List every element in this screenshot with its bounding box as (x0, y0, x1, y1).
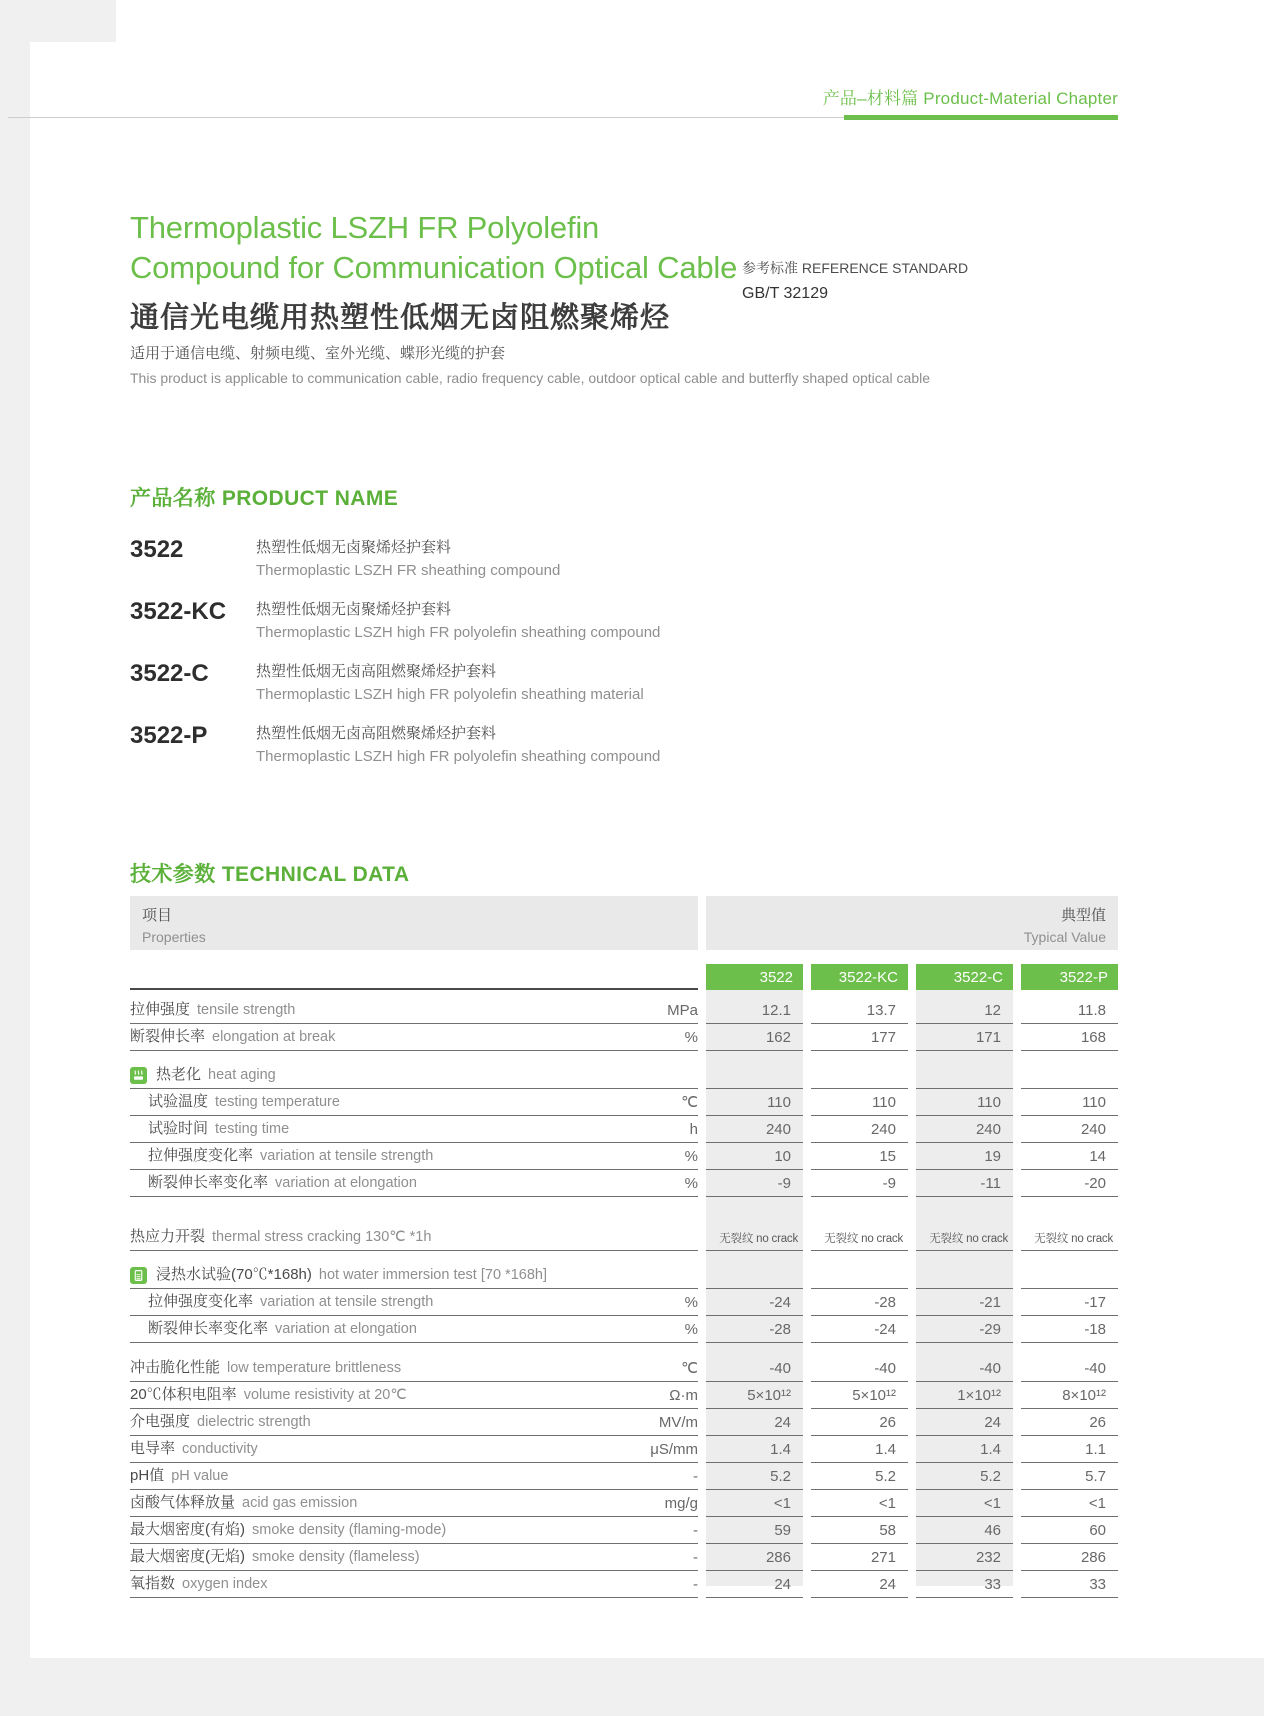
property-label-en: smoke density (flameless) (252, 1549, 420, 1565)
property-label-zh: 最大烟密度(有焰) (130, 1521, 245, 1538)
table-cell-value: -11 (916, 1170, 1013, 1197)
typical-value-label-en: Typical Value (1023, 929, 1106, 945)
property-label-cell (130, 1089, 698, 1116)
product-desc-zh: 热塑性低烟无卤聚烯烃护套料 (256, 601, 452, 618)
property-label (130, 1491, 357, 1512)
table-cell-value: 162 (706, 1024, 803, 1051)
property-label-en: dielectric strength (197, 1414, 311, 1430)
group-label-en: hot water immersion test [70 *168h] (318, 1267, 547, 1283)
technical-table-rows (130, 990, 1118, 1598)
property-label-zh: 断裂伸长率变化率 (148, 1174, 269, 1191)
property-label (130, 1090, 340, 1111)
table-row (130, 1490, 1118, 1517)
reference-standard-label: 参考标准 REFERENCE STANDARD (742, 260, 969, 276)
table-cell-value: 1.4 (916, 1436, 1013, 1463)
group-label-cell (130, 1251, 698, 1289)
table-cell-empty (1021, 1251, 1118, 1289)
table-cell-value: -9 (811, 1170, 908, 1197)
table-cell-value: 5.2 (706, 1463, 803, 1490)
property-unit: - (693, 1549, 698, 1566)
table-cell-value: 24 (916, 1409, 1013, 1436)
product-code: 3522-C (130, 660, 209, 687)
table-row (130, 1316, 1118, 1343)
table-cell-value: 60 (1021, 1517, 1118, 1544)
product-description (256, 724, 1118, 767)
table-cell-value: -18 (1021, 1316, 1118, 1343)
page-margin-left (0, 0, 30, 1716)
reference-standard-value: GB/T 32129 (742, 285, 828, 302)
table-cell-value: 26 (811, 1409, 908, 1436)
header-accent-bar (844, 115, 1118, 120)
property-label-cell (130, 1024, 698, 1051)
property-label-zh: 试验时间 (148, 1120, 209, 1137)
table-cell-value: 无裂纹 no crack (811, 1209, 908, 1251)
table-cell-value: 1.4 (811, 1436, 908, 1463)
table-cell-value: 11.8 (1021, 990, 1118, 1024)
properties-label-zh: 项目 (142, 907, 173, 924)
property-label-cell (130, 1116, 698, 1143)
table-cell-value: 24 (706, 1409, 803, 1436)
property-label-cell (130, 1143, 698, 1170)
table-cell-value: 33 (1021, 1571, 1118, 1598)
property-unit: % (684, 1029, 698, 1046)
table-cell-value: 232 (916, 1544, 1013, 1571)
property-label-en: tensile strength (197, 1002, 296, 1018)
property-label-en: volume resistivity at 20℃ (243, 1387, 407, 1403)
property-unit: h (689, 1121, 698, 1138)
group-label-zh: 热老化 (156, 1066, 202, 1083)
page-title-zh: 通信光电缆用热塑性低烟无卤阻燃聚烯烃 (130, 302, 671, 334)
table-cell-empty (706, 1051, 803, 1089)
table-cell-value: 15 (811, 1143, 908, 1170)
group-label (156, 1063, 276, 1084)
table-cell-value: <1 (916, 1490, 1013, 1517)
reference-standard-block (742, 258, 968, 303)
product-desc-en: Thermoplastic LSZH FR sheathing compound (256, 562, 561, 579)
table-row (130, 1116, 1118, 1143)
property-label-cell (130, 1409, 698, 1436)
property-label-en: variation at elongation (275, 1321, 417, 1337)
property-label-zh: 拉伸强度变化率 (148, 1147, 254, 1164)
title-block (130, 208, 737, 336)
table-cell-value: 13.7 (811, 990, 908, 1024)
grade-column-header: 3522 (706, 964, 803, 990)
table-cell-value: 1.1 (1021, 1436, 1118, 1463)
table-cell-value: 无裂纹 no crack (706, 1209, 803, 1251)
hot-water-immersion-icon (130, 1267, 147, 1284)
table-cell-value: 286 (1021, 1544, 1118, 1571)
property-label-en: conductivity (182, 1441, 258, 1457)
table-row (130, 1209, 1118, 1251)
table-header-band (130, 896, 1118, 950)
property-label-en: thermal stress cracking 130℃ *1h (212, 1229, 432, 1245)
product-description (256, 538, 1118, 581)
table-cell-value: 46 (916, 1517, 1013, 1544)
table-row (130, 1382, 1118, 1409)
table-cell-empty (811, 1251, 908, 1289)
table-cell-value: 24 (706, 1571, 803, 1598)
applicability-en: This product is applicable to communication cable, radio frequency cable, outdoor optical cable and butterfly shaped optical cable (130, 370, 931, 386)
property-unit: % (684, 1148, 698, 1165)
property-label-cell (130, 1355, 698, 1382)
property-label-zh: 氧指数 (130, 1575, 176, 1592)
table-row (130, 1289, 1118, 1316)
table-group-row (130, 1251, 1118, 1289)
property-label (130, 1518, 446, 1539)
table-column-headers (130, 964, 1118, 990)
table-cell-value: 5.2 (916, 1463, 1013, 1490)
group-label-cell (130, 1051, 698, 1089)
product-item (130, 600, 1118, 643)
product-desc-en: Thermoplastic LSZH high FR polyolefin sheathing compound (256, 624, 661, 641)
grade-column-header: 3522-P (1021, 964, 1118, 990)
table-row (130, 1517, 1118, 1544)
product-code: 3522 (130, 536, 184, 563)
property-label-cell (130, 1463, 698, 1490)
property-unit: ℃ (681, 1360, 698, 1377)
property-label-en: low temperature brittleness (227, 1360, 402, 1376)
table-cell-value: 240 (811, 1116, 908, 1143)
property-label (130, 1437, 258, 1458)
table-cell-value: 8×10¹² (1021, 1382, 1118, 1409)
product-desc-en: Thermoplastic LSZH high FR polyolefin sheathing compound (256, 748, 661, 765)
property-label-zh: 电导率 (130, 1440, 176, 1457)
property-label-zh: pH值 (130, 1467, 165, 1484)
property-label-en: variation at elongation (275, 1175, 417, 1191)
table-cell-value: 33 (916, 1571, 1013, 1598)
property-label (130, 1117, 289, 1138)
properties-label-en: Properties (142, 929, 206, 945)
table-cell-value: -40 (1021, 1355, 1118, 1382)
table-cell-value: -20 (1021, 1170, 1118, 1197)
table-cell-value: <1 (706, 1490, 803, 1517)
table-row (130, 1170, 1118, 1197)
table-cell-value: 5×10¹² (706, 1382, 803, 1409)
property-label-en: variation at tensile strength (260, 1148, 434, 1164)
property-label (130, 1025, 335, 1046)
property-unit: μS/mm (650, 1441, 698, 1458)
product-code: 3522-KC (130, 598, 227, 625)
group-label (156, 1263, 547, 1284)
property-label-zh: 热应力开裂 (130, 1228, 206, 1245)
property-label-en: oxygen index (182, 1576, 268, 1592)
product-name-heading: 产品名称 PRODUCT NAME (130, 487, 399, 510)
table-row (130, 1436, 1118, 1463)
product-list (130, 538, 1118, 786)
table-cell-empty (1021, 1051, 1118, 1089)
page-content (130, 0, 1118, 1716)
property-label (130, 1225, 431, 1246)
table-cell-value: 14 (1021, 1143, 1118, 1170)
property-label (130, 1572, 267, 1593)
property-label-zh: 断裂伸长率变化率 (148, 1320, 269, 1337)
table-cell-value: -24 (811, 1316, 908, 1343)
property-label (130, 1290, 433, 1311)
table-cell-value: 110 (706, 1089, 803, 1116)
table-cell-empty (811, 1051, 908, 1089)
property-label-zh: 最大烟密度(无焰) (130, 1548, 245, 1565)
product-desc-zh: 热塑性低烟无卤高阻燃聚烯烃护套料 (256, 725, 497, 742)
table-row (130, 1355, 1118, 1382)
product-desc-en: Thermoplastic LSZH high FR polyolefin sheathing material (256, 686, 644, 703)
table-header-rule (130, 964, 698, 990)
product-desc-zh: 热塑性低烟无卤聚烯烃护套料 (256, 539, 452, 556)
property-label (130, 1410, 311, 1431)
table-cell-value: 110 (1021, 1089, 1118, 1116)
table-cell-empty (706, 1251, 803, 1289)
table-row (130, 1024, 1118, 1051)
property-unit: - (693, 1522, 698, 1539)
table-row (130, 1463, 1118, 1490)
property-label-zh: 断裂伸长率 (130, 1028, 206, 1045)
table-cell-value: -28 (706, 1316, 803, 1343)
group-label-zh: 浸热水试验(70℃*168h) (156, 1266, 312, 1283)
product-item (130, 662, 1118, 705)
table-row (130, 1544, 1118, 1571)
table-cell-value: 24 (811, 1571, 908, 1598)
property-label (130, 1317, 417, 1338)
property-label-cell (130, 1517, 698, 1544)
table-cell-value: 171 (916, 1024, 1013, 1051)
table-cell-empty (916, 1051, 1013, 1089)
property-label (130, 998, 295, 1019)
table-cell-value: -21 (916, 1289, 1013, 1316)
property-label-en: testing time (215, 1121, 290, 1137)
property-label-zh: 卤酸气体释放量 (130, 1494, 236, 1511)
property-label-cell (130, 1544, 698, 1571)
table-cell-value: 无裂纹 no crack (1021, 1209, 1118, 1251)
property-label-zh: 20℃体积电阻率 (130, 1386, 237, 1403)
group-label-en: heat aging (208, 1067, 276, 1083)
property-label (130, 1171, 417, 1192)
property-label-cell (130, 1382, 698, 1409)
table-cell-value: 110 (916, 1089, 1013, 1116)
property-label-cell (130, 1436, 698, 1463)
table-row (130, 1143, 1118, 1170)
table-cell-value: 5.2 (811, 1463, 908, 1490)
heat-aging-icon (130, 1067, 147, 1084)
technical-data-heading: 技术参数 TECHNICAL DATA (130, 863, 410, 886)
table-cell-value: 5×10¹² (811, 1382, 908, 1409)
table-cell-value: -29 (916, 1316, 1013, 1343)
table-cell-value: -24 (706, 1289, 803, 1316)
table-cell-value: 1.4 (706, 1436, 803, 1463)
page-title-en-line1: Thermoplastic LSZH FR Polyolefin (130, 210, 600, 245)
typical-value-label-zh: 典型值 (1060, 907, 1106, 924)
technical-table (130, 896, 1118, 1598)
table-cell-value: 无裂纹 no crack (916, 1209, 1013, 1251)
property-unit: MPa (667, 1002, 698, 1019)
table-cell-value: -17 (1021, 1289, 1118, 1316)
table-row (130, 1409, 1118, 1436)
table-cell-value: <1 (1021, 1490, 1118, 1517)
table-cell-value: -9 (706, 1170, 803, 1197)
table-cell-value: 1×10¹² (916, 1382, 1013, 1409)
table-cell-value: 26 (1021, 1409, 1118, 1436)
applicability-block (130, 342, 930, 386)
table-cell-empty (916, 1251, 1013, 1289)
table-cell-value: 168 (1021, 1024, 1118, 1051)
product-code: 3522-P (130, 722, 208, 749)
property-label-cell (130, 1170, 698, 1197)
property-label-cell (130, 1209, 698, 1251)
property-label-en: testing temperature (215, 1094, 340, 1110)
property-label-zh: 拉伸强度变化率 (148, 1293, 254, 1310)
table-cell-value: -40 (811, 1355, 908, 1382)
property-unit: % (684, 1294, 698, 1311)
property-label (130, 1464, 228, 1485)
table-cell-value: 286 (706, 1544, 803, 1571)
property-unit: mg/g (664, 1495, 698, 1512)
product-description (256, 662, 1118, 705)
table-cell-value: 240 (916, 1116, 1013, 1143)
table-cell-value: 10 (706, 1143, 803, 1170)
product-desc-zh: 热塑性低烟无卤高阻燃聚烯烃护套料 (256, 663, 497, 680)
product-item (130, 538, 1118, 581)
property-unit: % (684, 1175, 698, 1192)
table-cell-value: 58 (811, 1517, 908, 1544)
property-label-cell (130, 1289, 698, 1316)
table-cell-value: 240 (1021, 1116, 1118, 1143)
property-unit: Ω·m (669, 1387, 698, 1404)
applicability-zh: 适用于通信电缆、射频电缆、室外光缆、蝶形光缆的护套 (130, 345, 506, 362)
typical-value-header-box (706, 896, 1118, 950)
property-unit: ℃ (681, 1094, 698, 1111)
property-label-en: pH value (171, 1468, 229, 1484)
property-unit: % (684, 1321, 698, 1338)
property-label-en: acid gas emission (242, 1495, 358, 1511)
table-row (130, 1571, 1118, 1598)
table-cell-value: 240 (706, 1116, 803, 1143)
property-label-zh: 介电强度 (130, 1413, 191, 1430)
table-cell-value: 271 (811, 1544, 908, 1571)
table-cell-value: -40 (916, 1355, 1013, 1382)
property-unit: - (693, 1468, 698, 1485)
property-unit: MV/m (658, 1414, 698, 1431)
table-cell-value: 5.7 (1021, 1463, 1118, 1490)
property-unit: - (693, 1576, 698, 1593)
property-label-cell (130, 1316, 698, 1343)
table-cell-value: -28 (811, 1289, 908, 1316)
grade-column-header: 3522-KC (811, 964, 908, 990)
table-cell-value: 59 (706, 1517, 803, 1544)
product-description (256, 600, 1118, 643)
property-label-en: smoke density (flaming-mode) (252, 1522, 447, 1538)
table-row (130, 990, 1118, 1024)
property-label-en: elongation at break (212, 1029, 336, 1045)
property-label (130, 1356, 401, 1377)
table-cell-value: 19 (916, 1143, 1013, 1170)
property-label-zh: 拉伸强度 (130, 1001, 191, 1018)
table-cell-value: 12 (916, 990, 1013, 1024)
property-label (130, 1144, 433, 1165)
chapter-header: 产品–材料篇 Product-Material Chapter (822, 89, 1118, 108)
property-label-cell (130, 1490, 698, 1517)
property-label-en: variation at tensile strength (260, 1294, 434, 1310)
page-margin-corner (0, 0, 116, 42)
table-cell-value: 177 (811, 1024, 908, 1051)
table-cell-value: 110 (811, 1089, 908, 1116)
property-label (130, 1383, 407, 1404)
table-group-row (130, 1051, 1118, 1089)
product-item (130, 724, 1118, 767)
properties-header-box (130, 896, 698, 950)
table-cell-value: 12.1 (706, 990, 803, 1024)
table-cell-value: <1 (811, 1490, 908, 1517)
property-label-cell (130, 1571, 698, 1598)
property-label (130, 1545, 420, 1566)
property-label-cell (130, 990, 698, 1024)
table-cell-value: -40 (706, 1355, 803, 1382)
property-label-zh: 试验温度 (148, 1093, 209, 1110)
grade-column-header: 3522-C (916, 964, 1013, 990)
property-label-zh: 冲击脆化性能 (130, 1359, 221, 1376)
page-title-en-line2: Compound for Communication Optical Cable (130, 250, 738, 285)
table-row (130, 1089, 1118, 1116)
